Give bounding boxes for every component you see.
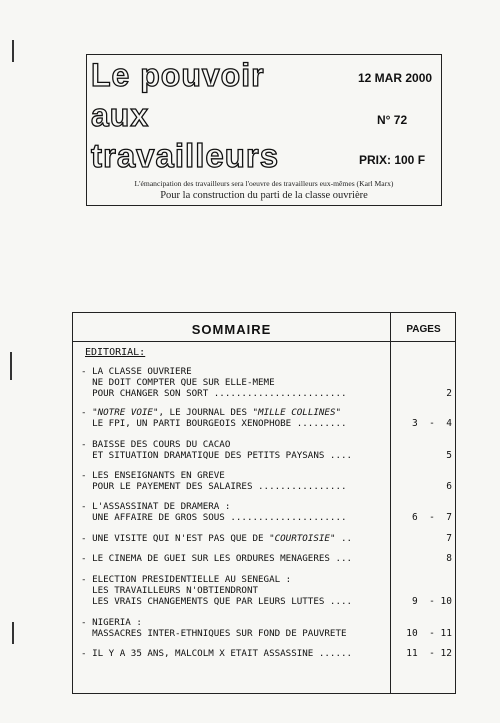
entry-pages: 11 - 12 [406,648,452,659]
entry-line: - ELECTION PRESIDENTIELLE AU SENEGAL : [81,574,292,585]
table-of-contents [72,312,456,694]
toc-entry [81,533,387,544]
toc-title: SOMMAIRE [191,322,272,337]
toc-entry [81,574,387,607]
tagline-marx: L'émancipation des travailleurs sera l'oeuvre des travailleurs eux-mêmes (Karl Marx) [134,179,394,188]
toc-entry [81,407,387,429]
entry-line: - LA CLASSE OUVRIERE [81,366,192,377]
header-divider [73,341,455,342]
issue-price: PRIX: 100 F [359,153,426,167]
tagline-party: Pour la construction du parti de la classe ouvrière [160,190,368,201]
entry-line: NE DOIT COMPTER QUE SUR ELLE-MEME [81,377,275,388]
title-line-2: aux [91,97,150,133]
entry-pages: 5 [446,450,452,461]
entry-pages: 7 [446,533,452,544]
toc-entry [81,470,387,492]
masthead [86,54,442,206]
entry-line: - LE CINEMA DE GUEI SUR LES ORDURES MENAGERES ... [81,553,353,564]
entry-line: MASSACRES INTER-ETHNIQUES SUR FOND DE PAUVRETE [81,628,347,639]
toc-entry [81,617,387,639]
entry-line: - BAISSE DES COURS DU CACAO [81,439,231,450]
toc-entry [81,501,387,523]
issue-date: 12 MAR 2000 [358,71,433,85]
toc-entry [81,553,387,564]
entry-pages: 9 - 10 [411,596,452,607]
margin-mark-bottom [12,622,14,644]
title-line-3: travailleurs [91,137,280,174]
entry-line: - LES ENSEIGNANTS EN GREVE [81,470,225,481]
toc-entry [81,648,387,659]
entry-line: - UNE VISITE QUI N'EST PAS QUE DE "COURTOISIE" .. [81,533,353,544]
entry-line: LE FPI, UN PARTI BOURGEOIS XENOPHOBE ......... [81,418,347,429]
entry-pages: 2 [446,388,452,399]
title-line-1: Le pouvoir [91,57,265,93]
entry-line: POUR CHANGER SON SORT ........................ [81,388,347,399]
entry-line: POUR LE PAYEMENT DES SALAIRES ................ [81,481,347,492]
entry-line: LES TRAVAILLEURS N'OBTIENDRONT [81,585,259,596]
entry-pages: 10 - 11 [406,628,452,639]
entry-line: - L'ASSASSINAT DE DRAMERA : [81,501,231,512]
entry-line: - IL Y A 35 ANS, MALCOLM X ETAIT ASSASSINE ...... [81,648,353,659]
pages-header: PAGES [406,324,441,335]
issue-number: N° 72 [377,113,408,127]
entry-line: - "NOTRE VOIE", LE JOURNAL DES "MILLE COLLINES" [81,407,342,418]
entry-pages: 8 [446,553,452,564]
margin-mark-top [12,40,14,62]
entry-pages: 6 - 7 [411,512,452,523]
entry-pages: 6 [446,481,452,492]
toc-entry [81,439,387,461]
entry-line: LES VRAIS CHANGEMENTS QUE PAR LEURS LUTTES .... [81,596,353,607]
entry-line: UNE AFFAIRE DE GROS SOUS ..................... [81,512,347,523]
margin-mark-middle [10,352,12,380]
pages-column-divider [390,313,391,693]
entry-line: ET SITUATION DRAMATIQUE DES PETITS PAYSANS .... [81,450,353,461]
entry-line: - NIGERIA : [81,617,142,628]
section-editorial: EDITORIAL: [85,347,146,358]
entry-pages: 3 - 4 [411,418,452,429]
toc-entry [81,366,387,399]
